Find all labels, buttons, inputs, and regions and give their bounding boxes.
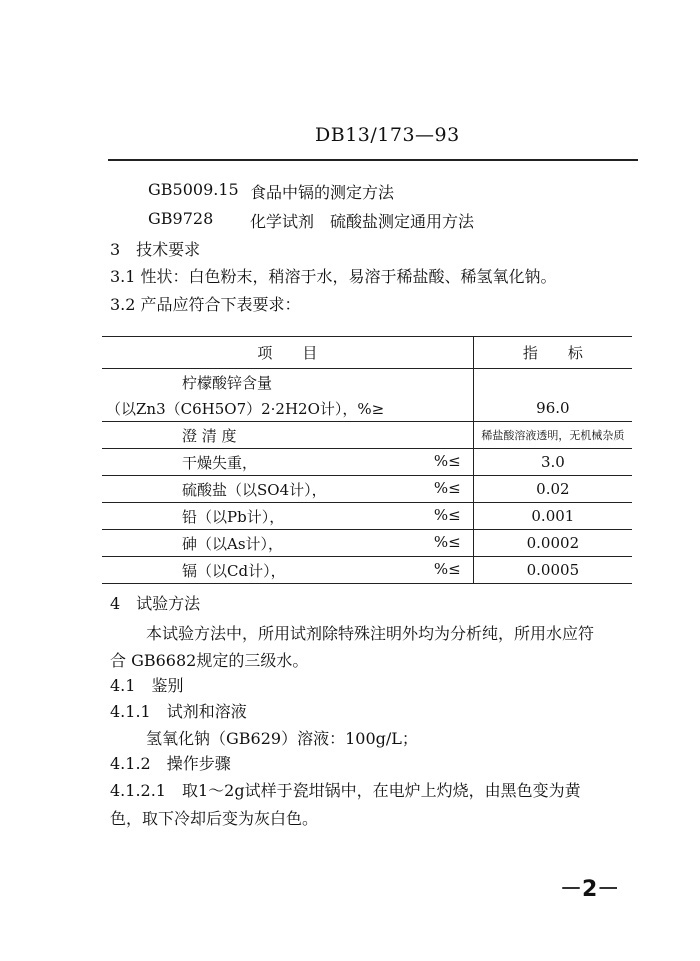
- unit-cell: %≤: [433, 478, 461, 497]
- step-line2: 色，取下冷却后变为灰白色。: [110, 809, 319, 828]
- value-cell: 稀盐酸溶液透明，无机械杂质: [473, 422, 632, 449]
- value-cell: 96.0: [473, 395, 632, 422]
- unit-cell: %≤: [433, 532, 461, 551]
- unit-cell: %≤: [433, 559, 461, 578]
- item-cell: 硫酸盐（以SO4计），: [182, 480, 327, 499]
- reagent-line: 氢氧化钠（GB629）溶液：100g/L；: [146, 729, 418, 748]
- section-3-1: 3.1 性状：白色粉末，稍溶于水，易溶于稀盐酸、稀氢氧化钠。: [110, 267, 557, 286]
- section-4-1: 4.1 鉴别: [110, 676, 184, 695]
- col-index-header: 指 标: [473, 337, 632, 369]
- value-cell: 0.0002: [473, 530, 632, 557]
- ref-code-1: GB5009.15: [148, 180, 239, 199]
- section-3-heading: 3 技术要求: [110, 240, 201, 259]
- requirements-table: [102, 336, 632, 584]
- col-item-header: 项 目: [102, 337, 473, 369]
- table-row: [102, 395, 632, 422]
- header-rule: [108, 159, 638, 161]
- table-row: [102, 476, 632, 503]
- section-3-2: 3.2 产品应符合下表要求：: [110, 295, 301, 314]
- item-cell: 澄 清 度: [102, 422, 473, 449]
- step-line1: 4.1.2.1 取1～2g试样于瓷坩锅中，在电炉上灼烧，由黑色变为黄: [110, 781, 581, 800]
- table-row: [102, 422, 632, 449]
- section-4-intro-line2: 合 GB6682规定的三级水。: [110, 651, 309, 670]
- value-cell: [473, 369, 632, 396]
- item-cell: （以Zn3（C6H5O7）2·2H2O计），%≥: [102, 395, 473, 422]
- section-4-1-1: 4.1.1 试剂和溶液: [110, 702, 247, 721]
- value-cell: 3.0: [473, 449, 632, 476]
- unit-cell: %≤: [433, 451, 461, 470]
- item-cell: 砷（以As计），: [182, 534, 284, 553]
- page-number: －2－: [560, 877, 620, 902]
- item-cell: 镉（以Cd计），: [182, 561, 286, 580]
- item-cell: 干燥失重，: [182, 453, 258, 472]
- ref-title-2: 化学试剂 硫酸盐测定通用方法: [250, 212, 475, 231]
- document-code: DB13/173—93: [315, 124, 460, 146]
- table-row: [102, 449, 632, 476]
- value-cell: 0.001: [473, 503, 632, 530]
- unit-cell: %≤: [433, 505, 461, 524]
- table-row: [102, 369, 632, 396]
- ref-title-1: 食品中镉的测定方法: [250, 183, 395, 202]
- section-4-heading: 4 试验方法: [110, 594, 201, 613]
- item-cell: 柠檬酸锌含量: [102, 369, 473, 396]
- value-cell: 0.0005: [473, 557, 632, 584]
- ref-code-2: GB9728: [148, 209, 214, 228]
- table-row: [102, 557, 632, 584]
- table-row: [102, 503, 632, 530]
- value-cell: 0.02: [473, 476, 632, 503]
- item-cell: 铅（以Pb计），: [182, 507, 285, 526]
- table-header-row: [102, 337, 632, 369]
- section-4-1-2: 4.1.2 操作步骤: [110, 754, 231, 773]
- table-row: [102, 530, 632, 557]
- section-4-intro-line1: 本试验方法中，所用试剂除特殊注明外均为分析纯，所用水应符: [146, 624, 595, 643]
